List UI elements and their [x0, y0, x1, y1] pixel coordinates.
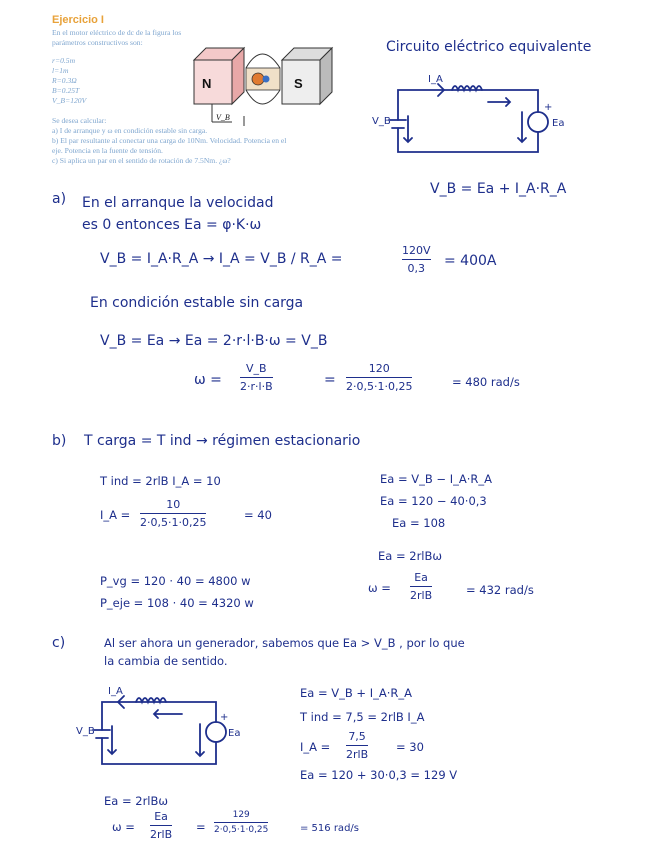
part-b-tind: T ind = 2rlB I_A = 10 — [100, 474, 221, 488]
part-a-ia-fraction — [402, 244, 431, 275]
intro-line-1: En el motor eléctrico de dc de la figura los — [52, 28, 182, 37]
dc-motor-figure — [192, 38, 337, 130]
part-a-eq-ea: V_B = Ea → Ea = 2·r·l·B·ω = V_B — [100, 333, 328, 349]
part-a-w-left: ω = — [194, 372, 222, 388]
generator-circuit — [76, 686, 241, 772]
question-a: a) I de arranque y ω en condición estable sin carga. — [52, 126, 208, 135]
part-b-ia-den: 2·0,5·1·0,25 — [140, 516, 207, 529]
equivalent-circuit — [372, 72, 565, 162]
part-a-w-num2: 120 — [368, 362, 390, 375]
part-c-w-mid: = — [196, 820, 206, 834]
part-a-w-fraction-symbolic — [240, 362, 273, 393]
part-c-label: c) — [52, 635, 66, 651]
part-a-frac-den: 0,3 — [407, 262, 426, 275]
part-c-ia-fraction — [346, 730, 368, 761]
part-a-w-num: V_B — [246, 362, 267, 375]
part-b-ia-fraction — [140, 498, 206, 529]
question-b2: eje. Potencia en la fuente de tensión. — [52, 146, 163, 155]
part-b-w-num: Ea — [414, 571, 428, 584]
part-c-eq-2: T ind = 7,5 = 2rlB I_A — [300, 710, 425, 724]
part-c-w-result: = 516 rad/s — [300, 823, 359, 834]
exercise-title: Ejercicio I — [52, 14, 104, 26]
part-b-ea-1: Ea = V_B − I_A·R_A — [380, 472, 492, 486]
part-c-line-1: Al ser ahora un generador, sabemos que Ea > V_B , por lo que — [104, 636, 465, 650]
part-a-w-fraction-numeric — [346, 362, 412, 393]
part-a-line-2: es 0 entonces Ea = φ·K·ω — [82, 217, 262, 233]
part-c-eq-1: Ea = V_B + I_A·R_A — [300, 686, 412, 700]
part-c-ia-left: I_A = — [300, 740, 331, 754]
eq-vb: V_B = Ea + I_A·R_A — [430, 181, 567, 197]
part-c-w-fraction-numeric — [214, 810, 268, 835]
question-c: c) Si aplica un par en el sentido de rotación de 7.5Nm. ¿ω? — [52, 156, 231, 165]
part-c-ia-result: = 30 — [396, 740, 424, 754]
circuit2-vb-label: V_B — [76, 726, 95, 737]
part-c-eq-3: Ea = 120 + 30·0,3 = 129 V — [300, 768, 458, 782]
part-b-ea-3: Ea = 108 — [392, 516, 446, 530]
param-R: R=0.3Ω — [52, 76, 77, 85]
circuit-title: Circuito eléctrico equivalente — [386, 39, 592, 55]
part-c-line-2: la cambia de sentido. — [104, 654, 228, 668]
part-b-peje: P_eje = 108 · 40 = 4320 w — [100, 596, 254, 610]
param-l: l=1m — [52, 66, 69, 75]
circuit1-ea-label: Ea — [552, 118, 565, 129]
part-c-ia-num: 7,5 — [348, 730, 366, 743]
circuit2-current-label: I_A — [108, 686, 123, 697]
part-c-w-den2: 2·0,5·1·0,25 — [214, 825, 269, 835]
part-a-ia-result: = 400A — [444, 253, 497, 269]
motor-label-n: N — [202, 76, 212, 91]
part-a-eq-ia: V_B = I_A·R_A → I_A = V_B / R_A = — [100, 251, 343, 267]
circuit2-ea-label: Ea — [228, 728, 241, 739]
question-b1: b) El par resultante al conectar una carga de 10Nm. Velocidad. Potencia en el — [52, 136, 287, 145]
part-a-label: a) — [52, 191, 67, 207]
part-c-w-left: ω = — [112, 820, 135, 834]
part-c-w-fraction-symbolic — [150, 810, 172, 841]
part-a-frac-num: 120V — [402, 244, 431, 257]
part-a-w-den: 2·r·l·B — [240, 380, 273, 393]
part-a-w-result: = 480 rad/s — [452, 375, 520, 389]
param-B: B=0.25T — [52, 86, 80, 95]
part-b-ia-result: = 40 — [244, 508, 272, 522]
part-b-ea-2: Ea = 120 − 40·0,3 — [380, 494, 487, 508]
part-b-w-left: ω = — [368, 581, 391, 595]
intro-line-2: parámetros constructivos son: — [52, 38, 143, 47]
part-a-line-1: En el arranque la velocidad — [82, 195, 274, 211]
part-c-ia-den: 2rlB — [346, 748, 369, 761]
part-b-ea-4: Ea = 2rlBω — [378, 549, 443, 563]
part-b-w-fraction — [410, 571, 432, 602]
part-b-w-den: 2rlB — [410, 589, 433, 602]
motor-label-s: S — [294, 76, 303, 91]
param-r: r=0.5m — [52, 56, 76, 65]
circuit1-plus-label: + — [544, 102, 553, 113]
part-b-head: T carga = T ind → régimen estacionario — [84, 433, 361, 449]
part-b-label: b) — [52, 433, 67, 449]
circuit1-current-label: I_A — [428, 74, 443, 85]
ask-heading: Se desea calcular: — [52, 116, 107, 125]
part-b-w-result: = 432 rad/s — [466, 583, 534, 597]
part-b-pvg: P_vg = 120 · 40 = 4800 w — [100, 574, 251, 588]
part-b-ia-num: 10 — [166, 498, 181, 511]
motor-label-vb: V_B — [216, 113, 230, 122]
param-VB: V_B=120V — [52, 96, 87, 105]
part-a-w-den2: 2·0,5·1·0,25 — [346, 380, 413, 393]
part-c-w-den: 2rlB — [150, 828, 173, 841]
part-a-w-equals: = — [324, 372, 336, 388]
part-c-w-num: Ea — [154, 810, 168, 823]
part-c-eq-4: Ea = 2rlBω — [104, 794, 169, 808]
part-b-ia-left: I_A = — [100, 508, 131, 522]
circuit1-vb-label: V_B — [372, 116, 391, 127]
circuit2-plus-label: + — [220, 712, 229, 723]
part-a-condition: En condición estable sin carga — [90, 295, 304, 311]
part-c-w-num2: 129 — [232, 810, 250, 820]
